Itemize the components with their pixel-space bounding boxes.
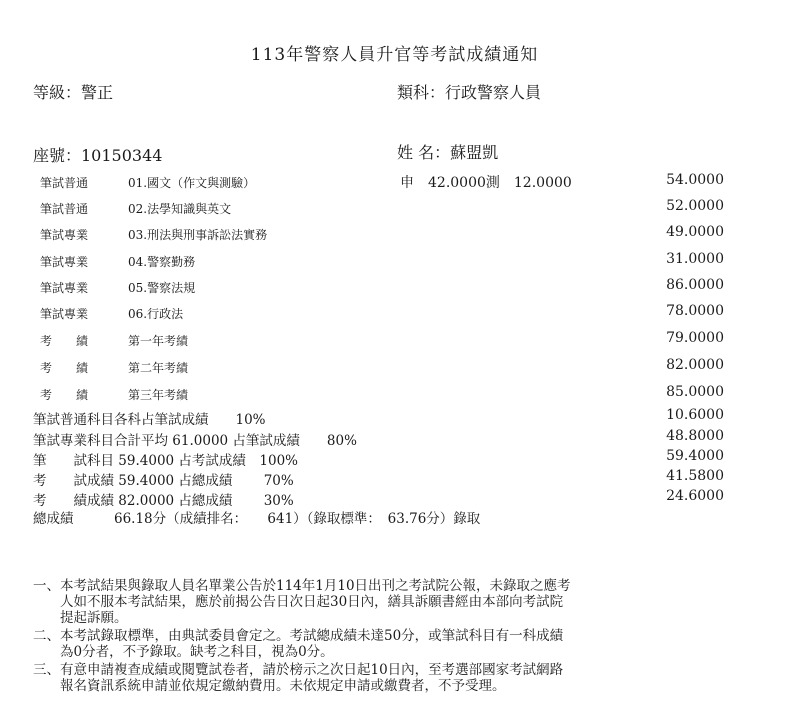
subject-score: 49.0000 — [666, 224, 724, 240]
summary-text: 考 績成績 82.0000 占總成績 30% — [33, 493, 294, 509]
subject-type: 考 績 — [40, 361, 89, 375]
note-line: 報名資訊系統申請並依規定繳納費用。未依規定申請或繳費者，不予受理。 — [33, 678, 506, 694]
note-line: 人如不服本考試結果，應於前揭公告日次日起30日內，繕具訴願書經由本部向考試院 — [33, 594, 564, 610]
subject-score: 52.0000 — [666, 198, 724, 214]
subject-name: 06.行政法 — [128, 307, 184, 321]
summary-text: 筆試專業科目合計平均 61.0000 占筆試成績 80% — [33, 433, 357, 449]
subject-score: 78.0000 — [666, 303, 724, 319]
note-line: 三、有意申請複查成績或閱覽試卷者，請於榜示之次日起10日內，至考選部國家考試網路 — [33, 662, 564, 678]
summary-score: 59.4000 — [666, 448, 724, 464]
subject-type: 筆試普通 — [40, 176, 89, 190]
subject-name: 第一年考績 — [128, 334, 189, 348]
subject-name: 第三年考績 — [128, 388, 189, 402]
grade-label: 等級：警正 — [33, 83, 114, 102]
summary-score: 10.6000 — [666, 407, 724, 423]
subject-name: 04.警察勤務 — [128, 255, 196, 269]
subject-score: 85.0000 — [666, 384, 724, 400]
summary-score: 24.6000 — [666, 488, 724, 504]
summary-score: 48.8000 — [666, 428, 724, 444]
subject-type: 筆試專業 — [40, 228, 89, 242]
summary-score: 41.5800 — [666, 468, 724, 484]
note-line: 為0分者，不予錄取。缺考之科目，視為0分。 — [33, 644, 334, 660]
candidate-name-label: 姓 名：蘇盟凱 — [397, 143, 499, 162]
note-line: 二、本考試錄取標準，由典試委員會定之。考試總成績未達50分，或筆試科目有一科成績 — [33, 628, 564, 644]
subject-type: 筆試專業 — [40, 281, 89, 295]
summary-text: 考 試成績 59.4000 占總成績 70% — [33, 473, 294, 489]
subject-extra-scores: 申 42.0000測 12.0000 — [400, 175, 572, 191]
subject-name: 第二年考績 — [128, 361, 189, 375]
summary-text: 筆試普通科目各科占筆試成績 10% — [33, 412, 266, 428]
seat-number-label: 座號：10150344 — [33, 146, 163, 165]
subject-score: 54.0000 — [666, 172, 724, 188]
subject-score: 79.0000 — [666, 330, 724, 346]
note-line: 一、本考試結果與錄取人員名單業公告於114年1月10日出刊之考試院公報，未錄取之應考 — [33, 578, 571, 594]
subject-name: 05.警察法規 — [128, 281, 196, 295]
category-label: 類科：行政警察人員 — [397, 83, 542, 102]
subject-name: 03.刑法與刑事訴訟法實務 — [128, 228, 268, 242]
subject-score: 86.0000 — [666, 277, 724, 293]
subject-type: 考 績 — [40, 334, 89, 348]
subject-type: 筆試普通 — [40, 202, 89, 216]
summary-text: 筆 試科目 59.4000 占考試成績 100% — [33, 453, 299, 469]
subject-name: 02.法學知識與英文 — [128, 202, 232, 216]
subject-name: 01.國文（作文與測驗） — [128, 176, 256, 190]
page-title: 113年警察人員升官等考試成績通知 — [250, 45, 539, 65]
subject-score: 31.0000 — [666, 251, 724, 267]
total-score-line: 總成績 66.18分（成績排名： 641）（錄取標準： 63.76分）錄取 — [33, 511, 481, 527]
subject-type: 筆試專業 — [40, 255, 89, 269]
subject-type: 考 績 — [40, 388, 89, 402]
note-line: 提起訴願。 — [33, 610, 128, 626]
subject-score: 82.0000 — [666, 357, 724, 373]
subject-type: 筆試專業 — [40, 307, 89, 321]
